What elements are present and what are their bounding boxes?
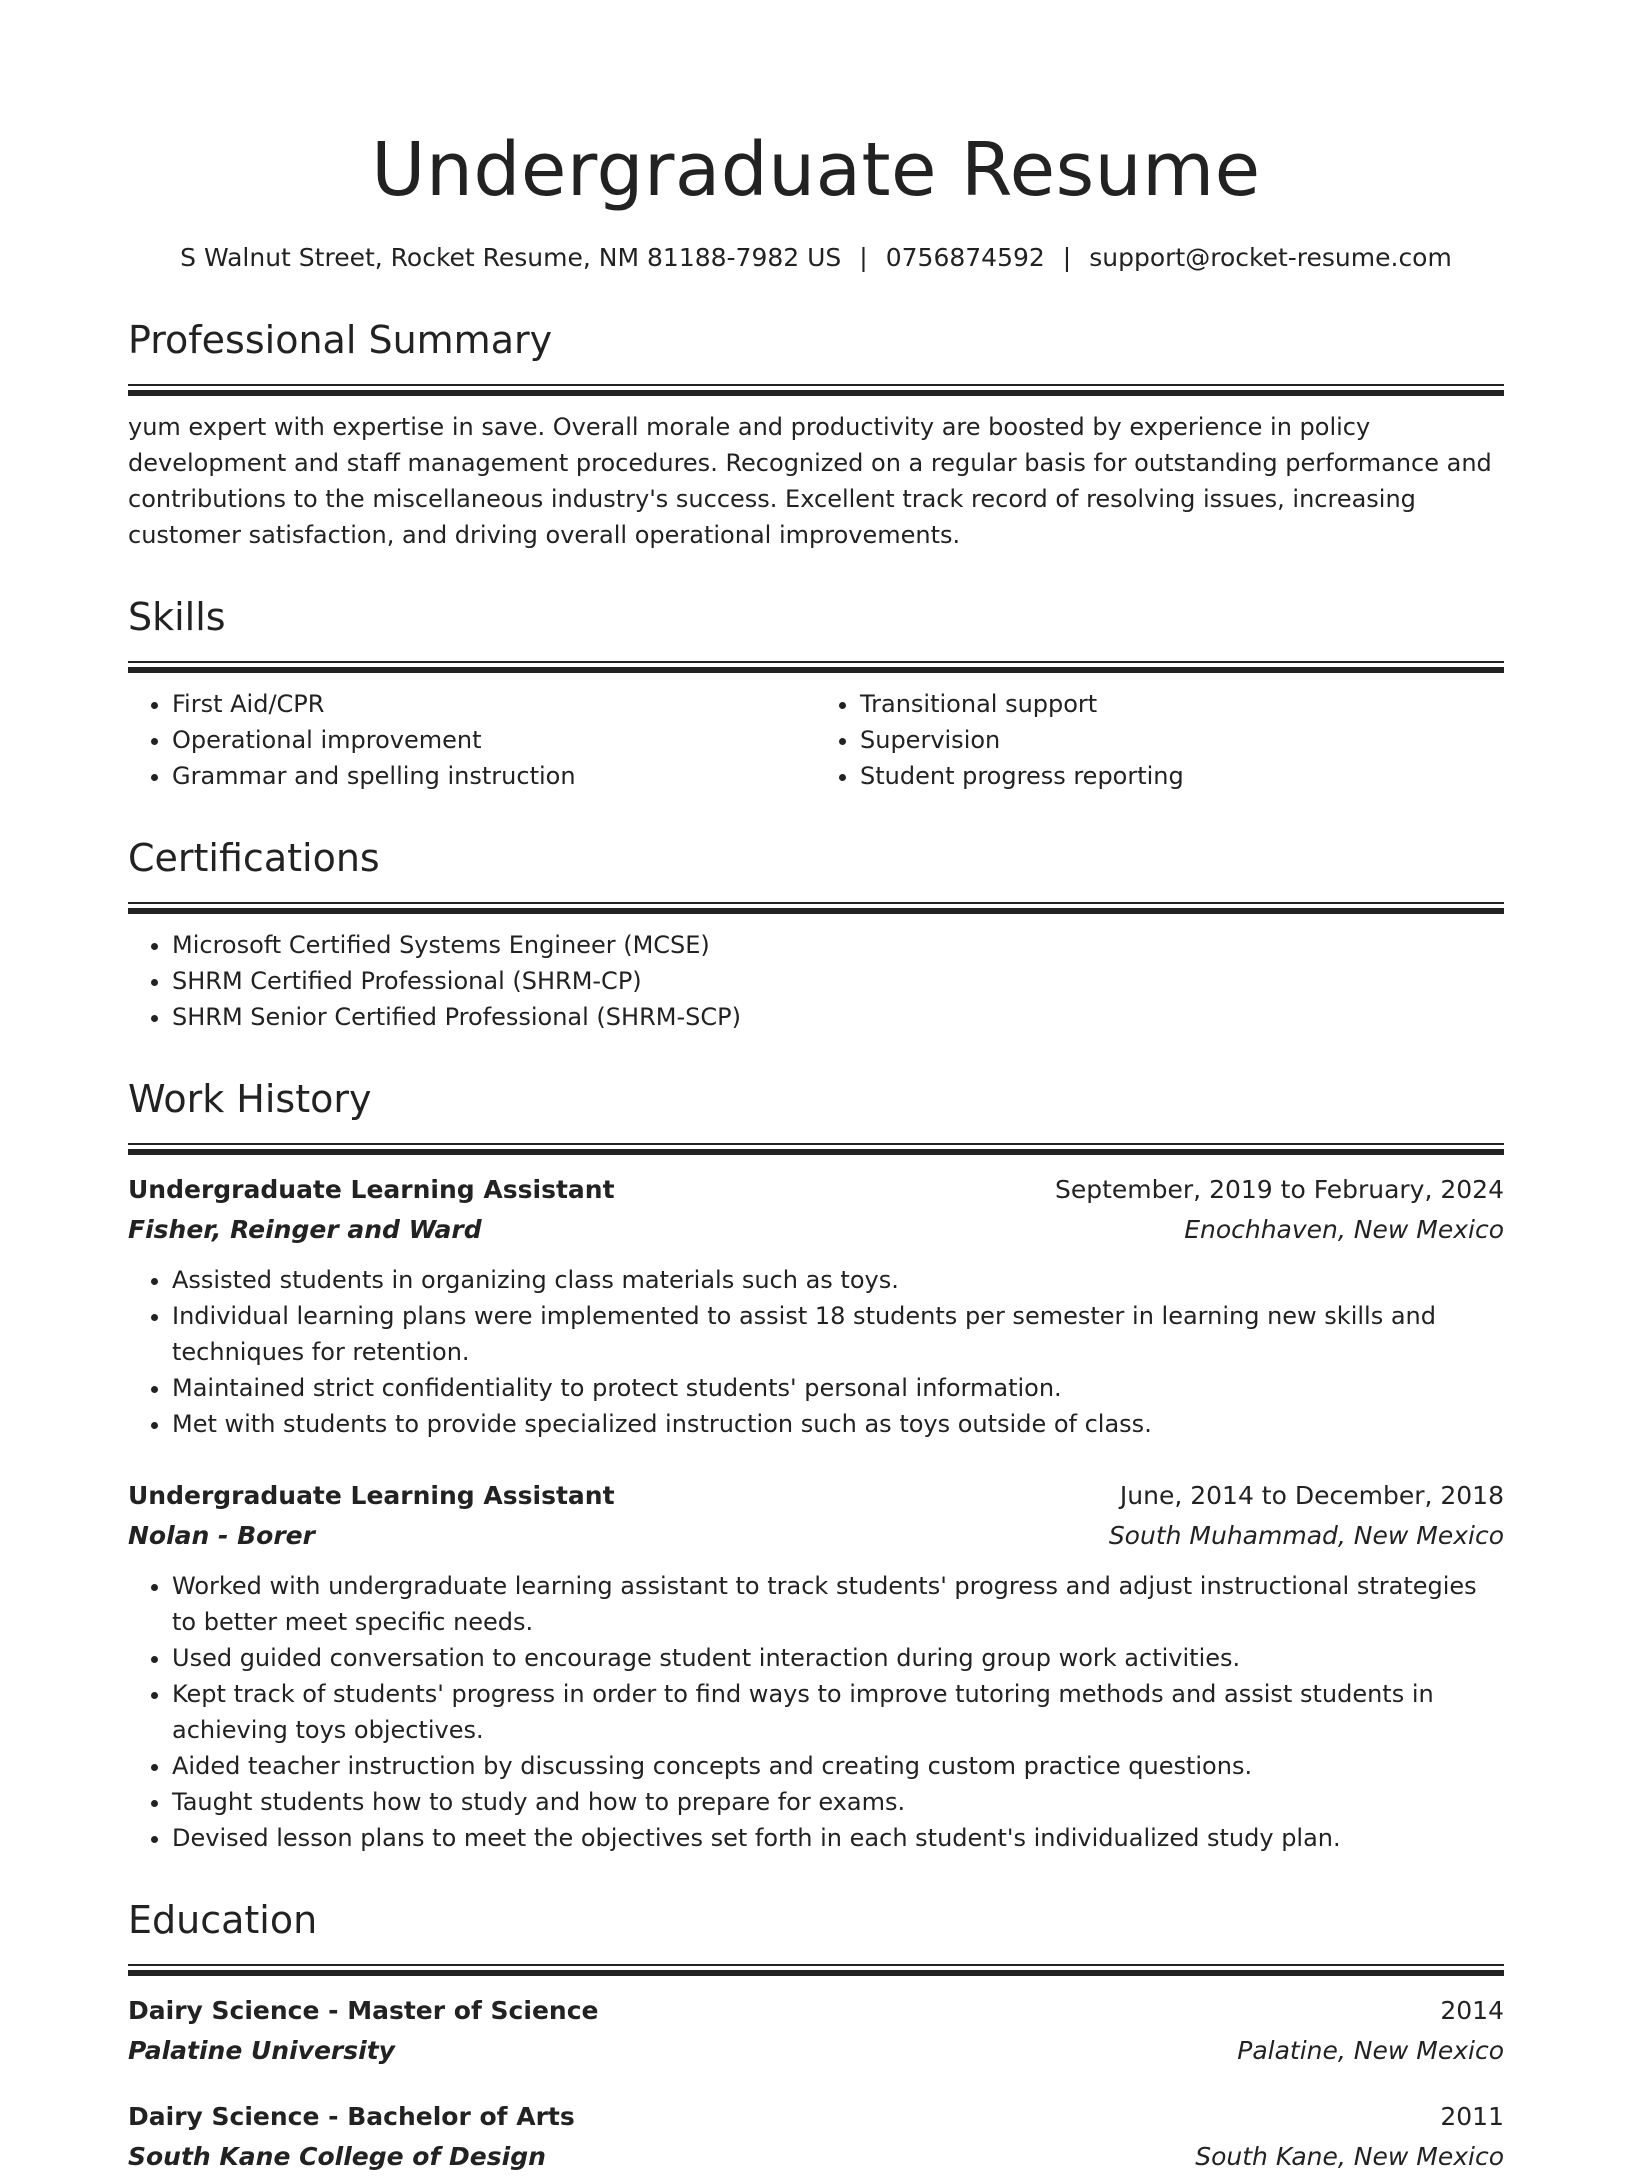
section-divider (128, 1964, 1504, 1975)
education-section (128, 1896, 1504, 2177)
job-employer: Nolan - Borer (128, 1521, 315, 1550)
education-year: 2014 (1440, 1996, 1504, 2025)
job-bullet: • Worked with undergraduate learning assistant to track students' progress and adjust instructional strategies to better meet specific needs. (172, 1568, 1504, 1640)
phone: 0756874592 (885, 243, 1045, 272)
education-entry (128, 1991, 1504, 2071)
section-divider (128, 1143, 1504, 1154)
job-employer: Fisher, Reinger and Ward (128, 1215, 482, 1244)
job-entry (128, 1476, 1504, 1856)
section-divider (128, 902, 1504, 913)
education-entry (128, 2097, 1504, 2177)
certifications-list (128, 927, 1504, 1035)
education-location: Palatine, New Mexico (1237, 2036, 1504, 2065)
job-bullet: • Aided teacher instruction by discussing concepts and creating custom practice questions. (172, 1748, 1504, 1784)
separator: | (1062, 243, 1072, 272)
job-bullets (128, 1568, 1504, 1856)
job-bullet: • Maintained strict confidentiality to protect students' personal information. (172, 1370, 1504, 1406)
job-title: Undergraduate Learning Assistant (128, 1175, 615, 1204)
section-divider (128, 661, 1504, 672)
education-degree: Dairy Science - Bachelor of Arts (128, 2102, 575, 2131)
skills-list-left (128, 686, 816, 794)
email: support@rocket-resume.com (1089, 243, 1452, 272)
section-title: Work History (128, 1077, 372, 1121)
job-dates: September, 2019 to February, 2024 (1055, 1175, 1504, 1204)
education-school: South Kane College of Design (128, 2142, 546, 2171)
section-title: Education (128, 1898, 318, 1942)
summary-text: yum expert with expertise in save. Overall morale and productivity are boosted by experience in policy development and staff management procedures. Recognized on a regular basis for outstanding performance and contributions to the miscellaneous industry's success. Excellent track record of resolving issues, increasing customer satisfaction, and driving overall operational improvements. (128, 413, 1492, 549)
job-bullet: • Devised lesson plans to meet the objectives set forth in each student's individualized study plan. (172, 1820, 1504, 1856)
address: S Walnut Street, Rocket Resume, NM 81188-7982 US (180, 243, 842, 272)
education-year: 2011 (1440, 2102, 1504, 2131)
job-bullet: • Used guided conversation to encourage student interaction during group work activities. (172, 1640, 1504, 1676)
skills-grid (128, 686, 1504, 794)
skill-item: • Supervision (860, 722, 1504, 758)
section-divider (128, 384, 1504, 395)
job-dates: June, 2014 to December, 2018 (1119, 1481, 1504, 1510)
section-title: Professional Summary (128, 318, 553, 362)
certification-item: • SHRM Senior Certified Professional (SHRM-SCP) (172, 999, 1504, 1035)
resume-name: Undergraduate Resume (371, 127, 1261, 213)
job-location: South Muhammad, New Mexico (1108, 1521, 1504, 1550)
education-location: South Kane, New Mexico (1195, 2142, 1504, 2171)
job-title: Undergraduate Learning Assistant (128, 1481, 615, 1510)
job-bullet: • Assisted students in organizing class materials such as toys. (172, 1262, 1504, 1298)
certification-item: • Microsoft Certified Systems Engineer (MCSE) (172, 927, 1504, 963)
skill-item: • Transitional support (860, 686, 1504, 722)
skill-item: • Operational improvement (172, 722, 816, 758)
job-bullet: • Met with students to provide specialized instruction such as toys outside of class. (172, 1406, 1504, 1442)
skills-section (128, 593, 1504, 794)
job-location: Enochhaven, New Mexico (1184, 1215, 1504, 1244)
separator: | (859, 243, 868, 272)
job-bullet: • Kept track of students' progress in order to find ways to improve tutoring methods and assist students in achieving toys objectives. (172, 1676, 1504, 1748)
summary-section (128, 316, 1504, 553)
skill-item: • First Aid/CPR (172, 686, 816, 722)
work-history-section (128, 1075, 1504, 1856)
skill-item: • Student progress reporting (860, 758, 1504, 794)
contact-line (128, 240, 1504, 276)
education-degree: Dairy Science - Master of Science (128, 1996, 599, 2025)
skill-item: • Grammar and spelling instruction (172, 758, 816, 794)
job-entry (128, 1170, 1504, 1442)
section-title: Certifications (128, 836, 380, 880)
job-bullet: • Taught students how to study and how to prepare for exams. (172, 1784, 1504, 1820)
skills-list-right (816, 686, 1504, 794)
job-bullet: • Individual learning plans were implemented to assist 18 students per semester in learning new skills and techniques for retention. (172, 1298, 1504, 1370)
certification-item: • SHRM Certified Professional (SHRM-CP) (172, 963, 1504, 999)
certifications-section (128, 834, 1504, 1035)
section-title: Skills (128, 595, 226, 639)
job-bullets (128, 1262, 1504, 1442)
education-school: Palatine University (128, 2036, 395, 2065)
